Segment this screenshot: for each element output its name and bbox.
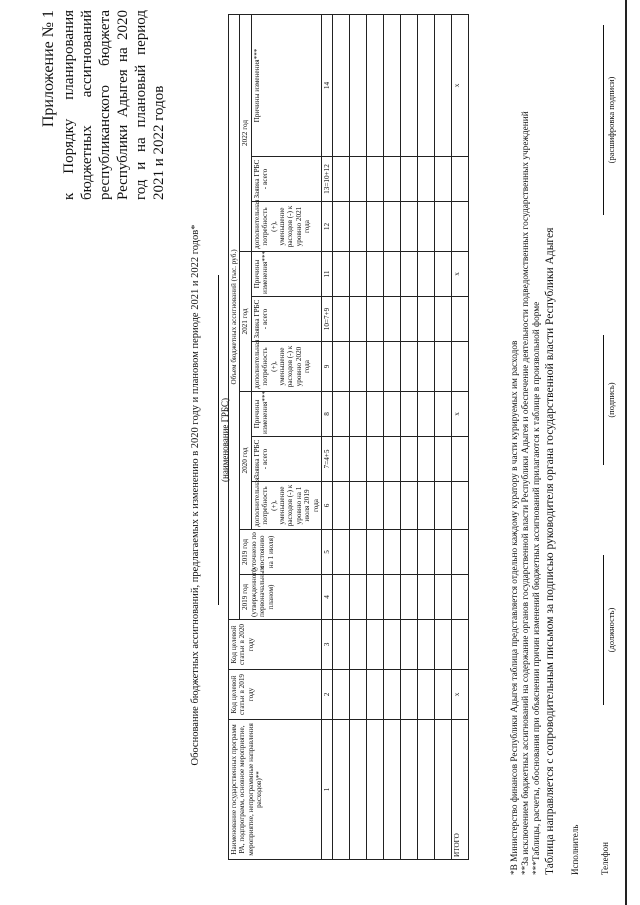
executor-label: Исполнитель	[570, 824, 580, 875]
table-row	[350, 14, 367, 859]
col-num: 1	[322, 720, 333, 860]
decoding-line	[603, 25, 604, 215]
table-row	[367, 14, 384, 859]
col-num: 4	[322, 575, 333, 620]
header-2019-refined: 2019 год (уточнено по состоянию на 1 июля)	[240, 530, 322, 575]
table-row	[333, 14, 350, 859]
header-name: Наименование государственных программ РА, подпрограмм, основное мероприятие, мероприятие, непрограммные направления расходов)**	[229, 720, 322, 860]
col-num: 7=4+5	[322, 437, 333, 482]
table-row	[401, 14, 418, 859]
header-additional-2021: дополнительная потребность (+), уменьшение расходов (-) к уровню 2020 года	[251, 342, 321, 392]
header-year-2022: 2022 год	[240, 14, 251, 251]
header-request-2022: Заявка ГРБС - всего	[251, 157, 321, 202]
col-num: 3	[322, 620, 333, 670]
page-bottom-rule	[625, 0, 627, 905]
total-x-mark: x	[452, 670, 469, 720]
budget-table	[228, 14, 469, 860]
page-title: Обоснование бюджетных ассигнований, предлагаемых к изменению в 2020 году и плановом периоде 2021 и 2022 годов*	[190, 224, 201, 766]
total-x-mark: x	[452, 14, 469, 156]
column-number-row	[322, 14, 333, 859]
appendix-title: Приложение № 1	[40, 10, 57, 128]
header-year-2020: 2020 год	[240, 392, 251, 530]
grbs-caption: (наименование ГРБС)	[220, 398, 230, 482]
total-x-mark: x	[452, 252, 469, 297]
appendix-text: к Порядку планирования бюджетных ассигнований республиканского бюджета Республики Адыгея на 2020 год и на плановый период 2021 и 2022 годов	[61, 10, 167, 200]
footnote-1: *В Министерство финансов Республики Адыгея таблица представляется отдельно каждому куратору в части курируемых им расходов	[510, 340, 520, 875]
header-reasons-2020: Причины изменения***	[251, 392, 321, 437]
col-num: 2	[322, 670, 333, 720]
footnote-4: Таблица направляется с сопроводительным письмом за подписью руководителя органа государственной власти Республики Адыгея	[544, 227, 556, 875]
col-num: 6	[322, 482, 333, 530]
header-additional-2020: дополнительная потребность (+), уменьшение расходов (-) к уровню на 1 июля 2019 года	[251, 482, 321, 530]
header-reasons-2022: Причины изменения***	[251, 14, 321, 156]
header-year-2021: 2021 год	[240, 252, 251, 392]
table-row	[384, 14, 401, 859]
col-num: 5	[322, 530, 333, 575]
total-x-mark: x	[452, 392, 469, 437]
decoding-caption: (расшифровка подписи)	[606, 76, 616, 164]
header-request-2021: Заявка ГРБС - всего	[251, 297, 321, 342]
col-num: 10=7+9	[322, 297, 333, 342]
position-caption: (должность)	[606, 607, 616, 653]
footnote-3: ***Таблицы, расчеты, обоснования при объяснении причин изменений бюджетных ассигнований прилагаются к таблице в произвольной форме	[532, 301, 542, 875]
signature-line	[603, 335, 604, 465]
total-row	[452, 14, 469, 859]
footnotes	[510, 85, 557, 875]
col-num: 12	[322, 202, 333, 252]
header-2019-approved: 2019 год (утвержденного первоначальным планом)	[240, 575, 322, 620]
header-code-2020: Код целевой статьи в 2020 году	[229, 620, 322, 670]
header-reasons-2021: Причины изменения***	[251, 252, 321, 297]
footnote-2: **За исключением бюджетных ассигнований на содержание органов государственной власти Республики Адыгея и обеспечение деятельности подведомственных государственных учреждений	[521, 111, 531, 875]
position-line	[603, 555, 604, 705]
phone-label: Телефон	[600, 842, 610, 875]
col-num: 14	[322, 14, 333, 156]
col-num: 9	[322, 342, 333, 392]
table-row	[435, 14, 452, 859]
table-row	[418, 14, 435, 859]
col-num: 8	[322, 392, 333, 437]
grbs-underline	[218, 275, 219, 605]
header-code-2019: Код целевой статьи в 2019 году	[229, 670, 322, 720]
header-volume: Объем бюджетных ассигнований (тыс. руб.)	[229, 14, 240, 619]
header-request-2020: Заявка ГРБС - всего	[251, 437, 321, 482]
signature-caption: (подпись)	[606, 382, 616, 418]
appendix-block	[40, 10, 168, 200]
header-additional-2022: дополнительная потребность (+), уменьшение расходов (-) к уровню 2021 года	[251, 202, 321, 252]
total-label: ИТОГО	[452, 720, 469, 860]
col-num: 13=10+12	[322, 157, 333, 202]
col-num: 11	[322, 252, 333, 297]
